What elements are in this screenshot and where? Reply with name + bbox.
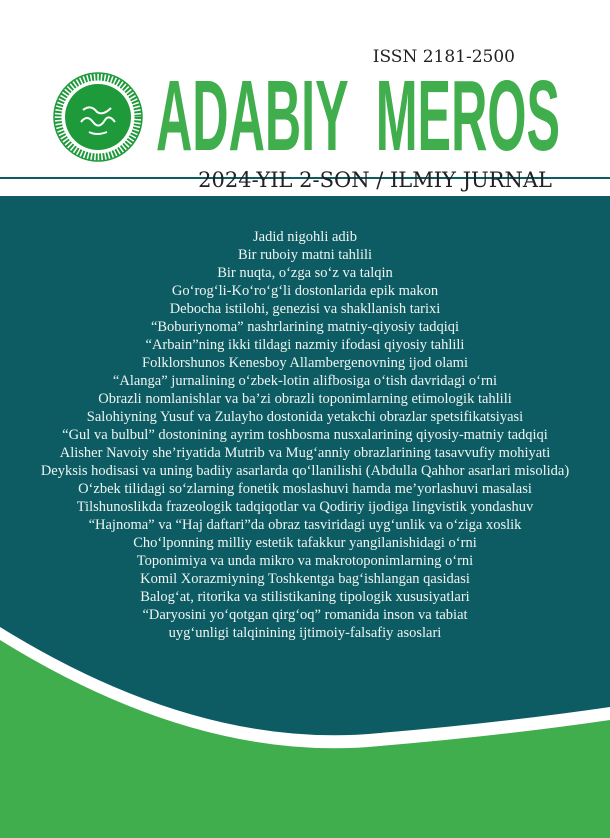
toc-item: Deyksis hodisasi va uning badiiy asarlarda qo‘llanilishi (Abdulla Qahhor asarlari misolida)	[40, 463, 570, 479]
toc-item: Komil Xorazmiyning Toshkentga bag‘ishlangan qasidasi	[140, 571, 470, 587]
toc-item: Jadid nigohli adib	[253, 229, 357, 245]
toc-item: Go‘rog‘li-Ko‘ro‘g‘li dostonlarida epik makon	[171, 283, 439, 299]
issue-subtitle: 2024-YIL 2-SON / ILMIY JURNAL	[198, 168, 552, 192]
museum-seal-logo	[53, 72, 143, 162]
table-of-contents	[0, 228, 610, 642]
toc-item: “Gul va bulbul” dostonining ayrim toshbosma nusxalarining qiyosiy-matniy tadqiqi	[62, 427, 548, 443]
toc-item: Obrazli nomlanishlar va ba’zi obrazli toponimlarning etimologik tahlili	[98, 391, 512, 407]
toc-item: “Alanga” jurnalining o‘zbek-lotin alifbosiga o‘tish davridagi o‘rni	[112, 373, 498, 389]
toc-item: O‘zbek tilidagi so‘zlarning fonetik moslashuvi hamda me’yorlashuvi masalasi	[78, 481, 532, 497]
toc-item: Debocha istilohi, genezisi va shakllanish tarixi	[169, 301, 441, 317]
journal-title-wrap	[154, 76, 562, 154]
toc-item: “Arbain”ning ikki tildagi nazmiy ifodasi qiyosiy tahlili	[145, 337, 465, 353]
toc-item: uyg‘unligi talqinining ijtimoiy-falsafiy asoslari	[168, 625, 442, 641]
issn-label: ISSN 2181-2500	[372, 47, 515, 67]
toc-item: Balog‘at, ritorika va stilistikaning tipologik xususiyatlari	[140, 589, 470, 605]
toc-item: Folklorshunos Kenesboy Allambergenovning ijod olami	[142, 355, 468, 371]
toc-item: Tilshunoslikda frazeologik tadqiqotlar va Qodiriy ijodiga lingvistik yondashuv	[76, 499, 534, 515]
toc-item: Cho‘lponning milliy estetik tafakkur yangilanishidagi o‘rni	[133, 535, 477, 551]
toc-item: Bir nuqta, o‘zga so‘z va talqin	[217, 265, 393, 281]
toc-item: “Daryosini yo‘qotgan qirg‘oq” romanida inson va tabiat	[142, 607, 468, 623]
toc-item: Toponimiya va unda mikro va makrotoponimlarning o‘rni	[136, 553, 474, 569]
journal-title: ADABIY MEROS	[156, 76, 560, 154]
toc-item: “Hajnoma” va “Haj daftari”da obraz tasviridagi uyg‘unlik va o‘ziga xoslik	[88, 517, 522, 533]
toc-item: “Boburiynoma” nashrlarining matniy-qiyosiy tadqiqi	[150, 319, 460, 335]
toc-item: Alisher Navoiy she’riyatida Mutrib va Mug‘anniy obrazlarining tasavvufiy mohiyati	[59, 445, 551, 461]
toc-item: Salohiyning Yusuf va Zulayho dostonida yetakchi obrazlar spetsifikatsiyasi	[86, 409, 524, 425]
toc-item: Bir ruboiy matni tahlili	[237, 247, 373, 263]
